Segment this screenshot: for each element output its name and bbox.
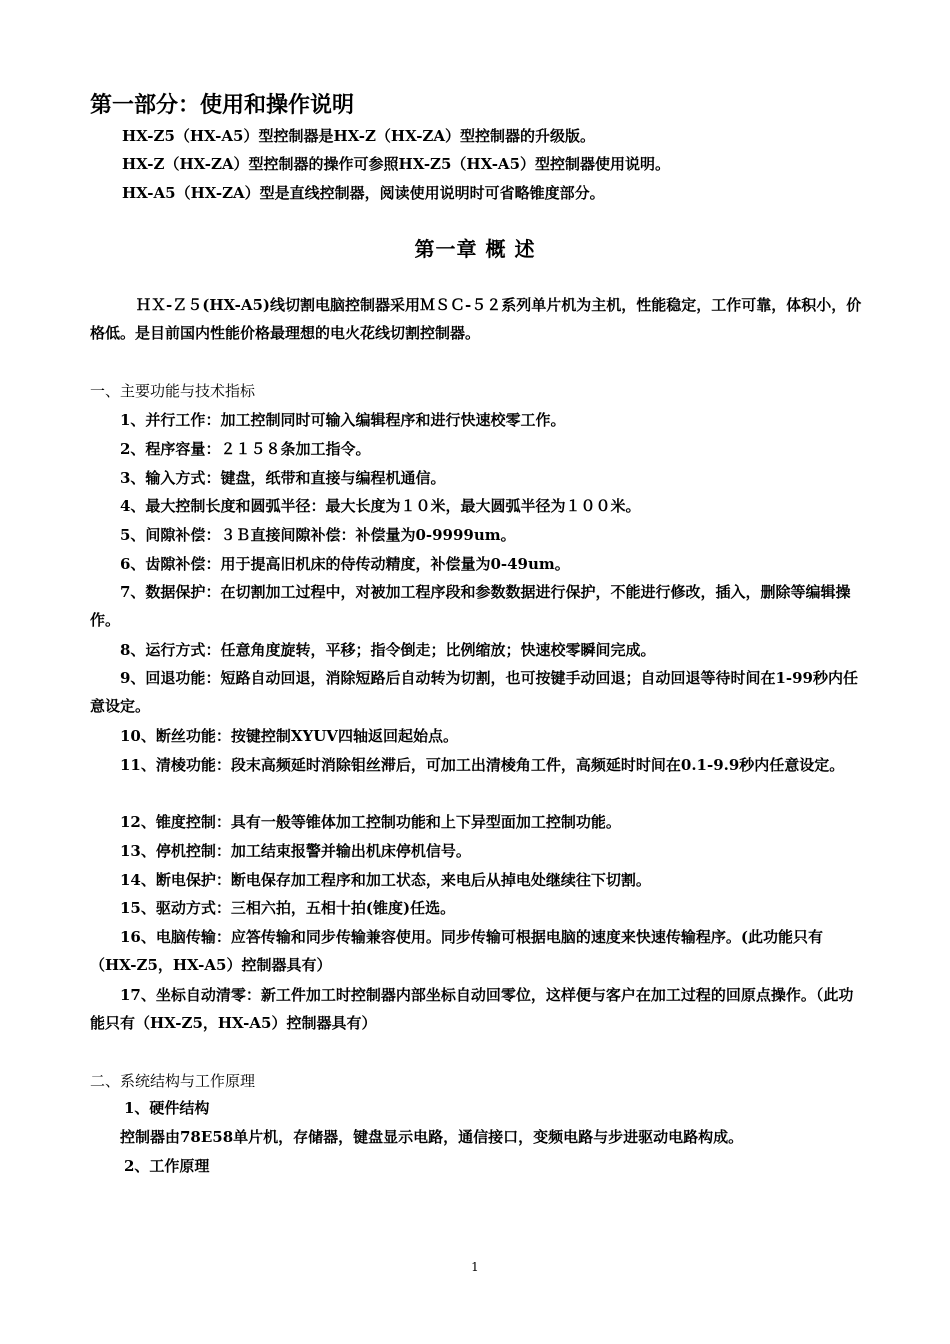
intro-line: HX-A5（HX-ZA）型是直线控制器，阅读使用说明时可省略锥度部分。 xyxy=(122,184,605,202)
overview-paragraph: ＨＸ-Ｚ５(HX-A5)线切割电脑控制器采用ＭＳＣ-５２系列单片机为主机，性能稳定，工作可靠，体积小，价格低。是目前国内性能价格最理想的电火花线切割控制器。 xyxy=(90,296,862,342)
section-title: 二、系统结构与工作原理 xyxy=(90,1072,256,1090)
subsection-title: 2、工作原理 xyxy=(124,1157,210,1175)
feature-item: 16、电脑传输：应答传输和同步传输兼容使用。同步传输可根据电脑的速度来快速传输程序。(此功能只有（HX-Z5，HX-A5）控制器具有） xyxy=(90,928,823,974)
feature-item: 7、数据保护：在切割加工过程中，对被加工程序段和参数数据进行保护，不能进行修改，插入，删除等编辑操作。 xyxy=(90,583,851,629)
subsection-title: 1、硬件结构 xyxy=(124,1099,210,1117)
chapter-title: 第一章 概 述 xyxy=(414,237,536,261)
intro-line: HX-Z5（HX-A5）型控制器是HX-Z（HX-ZA）型控制器的升级版。 xyxy=(122,127,596,145)
feature-item: 5、间隙补偿：３Ｂ直接间隙补偿：补偿量为0-9999um。 xyxy=(120,526,516,544)
feature-item: 11、清棱功能：段末高频延时消除钼丝滞后，可加工出清棱角工件，高频延时时间在0.1-9.9秒内任意设定。 xyxy=(120,756,845,774)
intro-line: HX-Z（HX-ZA）型控制器的操作可参照HX-Z5（HX-A5）型控制器使用说明。 xyxy=(122,155,671,173)
page-number: 1 xyxy=(471,1260,479,1274)
feature-item: 12、锥度控制：具有一般等锥体加工控制功能和上下异型面加工控制功能。 xyxy=(120,813,621,831)
section-title: 一、主要功能与技术指标 xyxy=(90,382,256,400)
feature-item: 4、最大控制长度和圆弧半径：最大长度为１０米，最大圆弧半径为１００米。 xyxy=(120,497,641,515)
feature-item: 17、坐标自动清零：新工件加工时控制器内部坐标自动回零位，这样便与客户在加工过程的回原点操作。（此功能只有（HX-Z5，HX-A5）控制器具有） xyxy=(90,986,854,1032)
feature-item: 9、回退功能：短路自动回退，消除短路后自动转为切割，也可按键手动回退；自动回退等待时间在1-99秒内任意设定。 xyxy=(90,669,858,715)
feature-item: 3、输入方式：键盘，纸带和直接与编程机通信。 xyxy=(120,469,446,487)
feature-item: 6、齿隙补偿：用于提高旧机床的侍传动精度，补偿量为0-49um。 xyxy=(120,555,570,573)
feature-item: 14、断电保护：断电保存加工程序和加工状态，来电后从掉电处继续往下切割。 xyxy=(120,871,651,889)
feature-item: 10、断丝功能：按键控制XYUV四轴返回起始点。 xyxy=(120,727,458,745)
feature-item: 1、并行工作：加工控制同时可输入编辑程序和进行快速校零工作。 xyxy=(120,411,566,429)
feature-item: 2、程序容量：２１５８条加工指令。 xyxy=(120,440,371,458)
feature-item: 13、停机控制：加工结束报警并输出机床停机信号。 xyxy=(120,842,471,860)
part-title: 第一部分：使用和操作说明 xyxy=(90,93,355,118)
feature-item: 15、驱动方式：三相六拍，五相十拍(锥度)任选。 xyxy=(120,899,456,917)
subsection-text: 控制器由78E58单片机，存储器，键盘显示电路，通信接口，变频电路与步进驱动电路构成。 xyxy=(120,1128,744,1146)
feature-item: 8、运行方式：任意角度旋转，平移；指令倒走；比例缩放；快速校零瞬间完成。 xyxy=(120,641,656,659)
